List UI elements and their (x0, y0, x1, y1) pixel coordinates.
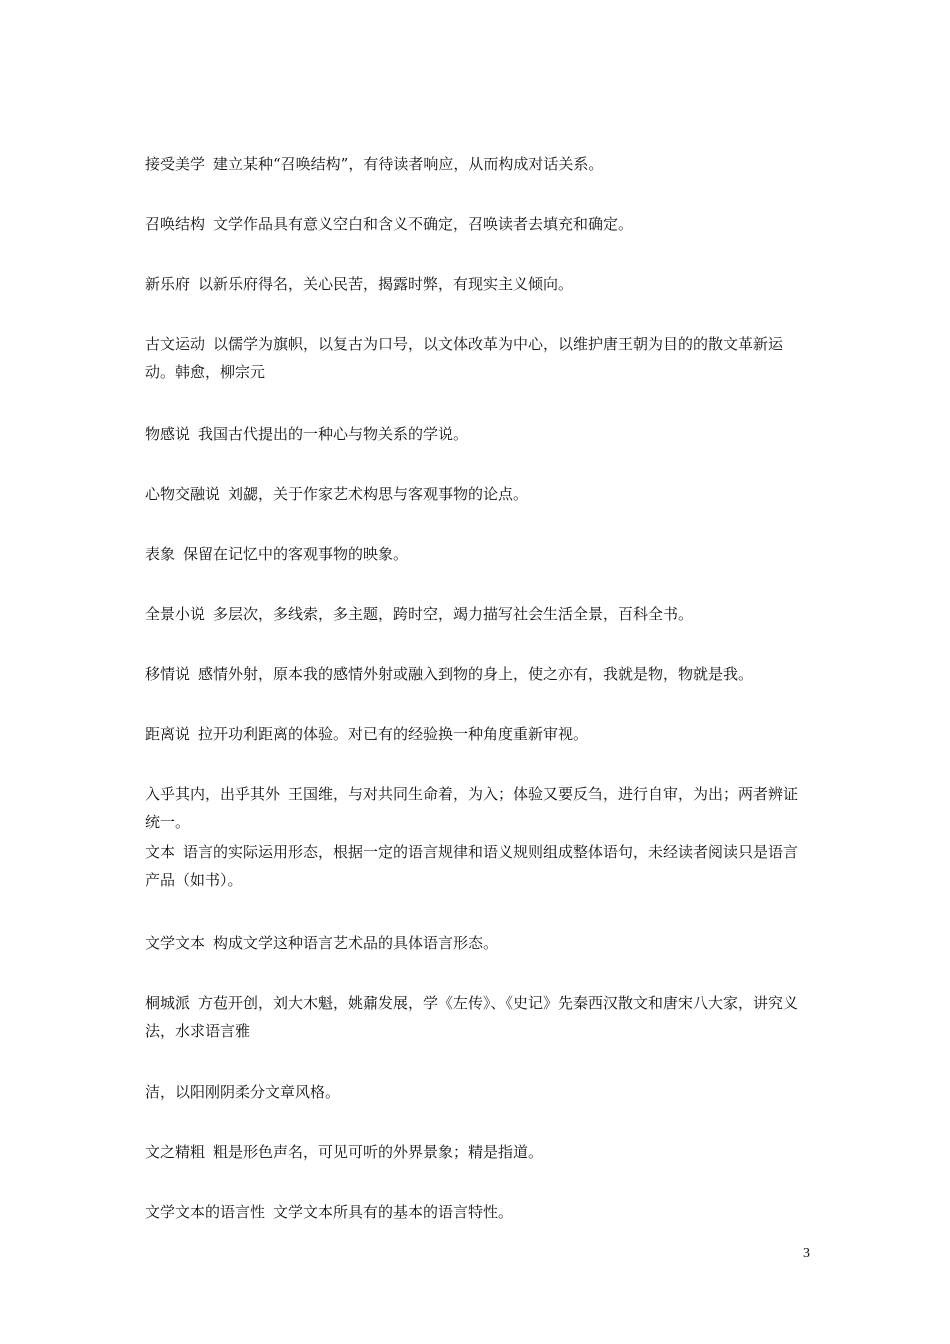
entry-term: 距离说 (145, 725, 191, 743)
entry-term: 召唤结构 (145, 215, 206, 233)
glossary-entry (145, 720, 810, 748)
glossary-entry (145, 270, 810, 298)
entry-definition: 多层次，多线索，多主题，跨时空，竭力描写社会生活全景，百科全书。 (213, 605, 694, 623)
glossary-entry-continuation (145, 1078, 810, 1106)
glossary-entry (145, 600, 810, 628)
entry-term: 文学文本 (145, 934, 206, 952)
glossary-entry (145, 210, 810, 238)
entry-term: 古文运动 (145, 335, 206, 353)
entry-definition: 感情外射，原本我的感情外射或融入到物的身上，使之亦有，我就是物，物就是我。 (198, 665, 754, 683)
entry-definition: 以新乐府得名，关心民苦，揭露时弊，有现实主义倾向。 (198, 275, 574, 293)
entry-term: 文学文本的语言性 (145, 1203, 266, 1221)
page-number: 3 (803, 1246, 810, 1261)
entry-definition: 方苞开创，刘大木魁，姚鼐发展，学《左传》、《史记》先秦西汉散文和唐宋八大家，讲究义法，水求语言雅 (145, 994, 799, 1040)
entry-term: 桐城派 (145, 994, 191, 1012)
entry-term: 物感说 (145, 425, 191, 443)
entry-term: 心物交融说 (145, 485, 221, 503)
glossary-entry (145, 1138, 810, 1166)
entry-term: 移情说 (145, 665, 191, 683)
entry-definition: 我国古代提出的一种心与物关系的学说。 (198, 425, 469, 443)
glossary-entry (145, 1198, 810, 1226)
entry-definition: 王国维，与对共同生命着，为入；体验又要反刍，进行自审，为出；两者辨证统一。 (145, 785, 799, 831)
entry-term: 接受美学 (145, 155, 206, 173)
entry-term: 表象 (145, 545, 176, 563)
entry-definition: 洁，以阳刚阴柔分文章风格。 (145, 1083, 341, 1101)
entry-term: 入乎其内，出乎其外 (145, 785, 281, 803)
glossary-entry (145, 420, 810, 448)
entry-term: 文本 (145, 843, 176, 861)
entry-term: 全景小说 (145, 605, 206, 623)
glossary-entry (145, 540, 810, 568)
entry-definition: 拉开功利距离的体验。对已有的经验换一种角度重新审视。 (198, 725, 589, 743)
entry-term: 新乐府 (145, 275, 191, 293)
glossary-entry (145, 480, 810, 508)
entry-definition: 建立某种“召唤结构”，有待读者响应，从而构成对话关系。 (213, 155, 604, 173)
entry-definition: 语言的实际运用形态，根据一定的语言规律和语义规则组成整体语句，未经读者阅读只是语言产品（如书）。 (145, 843, 799, 889)
entry-definition: 文学文本所具有的基本的语言特性。 (273, 1203, 514, 1221)
glossary-entry (145, 838, 810, 894)
glossary-entry (145, 660, 810, 688)
entry-definition: 以儒学为旗帜，以复古为口号，以文体改革为中心，以维护唐王朝为目的的散文革新运动。韩愈，柳宗元 (145, 335, 784, 381)
glossary-entry (145, 330, 810, 386)
entry-definition: 粗是形色声名，可见可听的外界景象；精是指道。 (213, 1143, 544, 1161)
entry-term: 文之精粗 (145, 1143, 206, 1161)
entry-definition: 构成文学这种语言艺术品的具体语言形态。 (213, 934, 499, 952)
glossary-entry (145, 989, 810, 1045)
glossary-entry (145, 150, 810, 178)
glossary-entry (145, 929, 810, 957)
entry-definition: 刘勰，关于作家艺术构思与客观事物的论点。 (228, 485, 529, 503)
entry-definition: 保留在记忆中的客观事物的映象。 (183, 545, 409, 563)
entry-definition: 文学作品具有意义空白和含义不确定，召唤读者去填充和确定。 (213, 215, 634, 233)
glossary-entry (145, 780, 810, 836)
